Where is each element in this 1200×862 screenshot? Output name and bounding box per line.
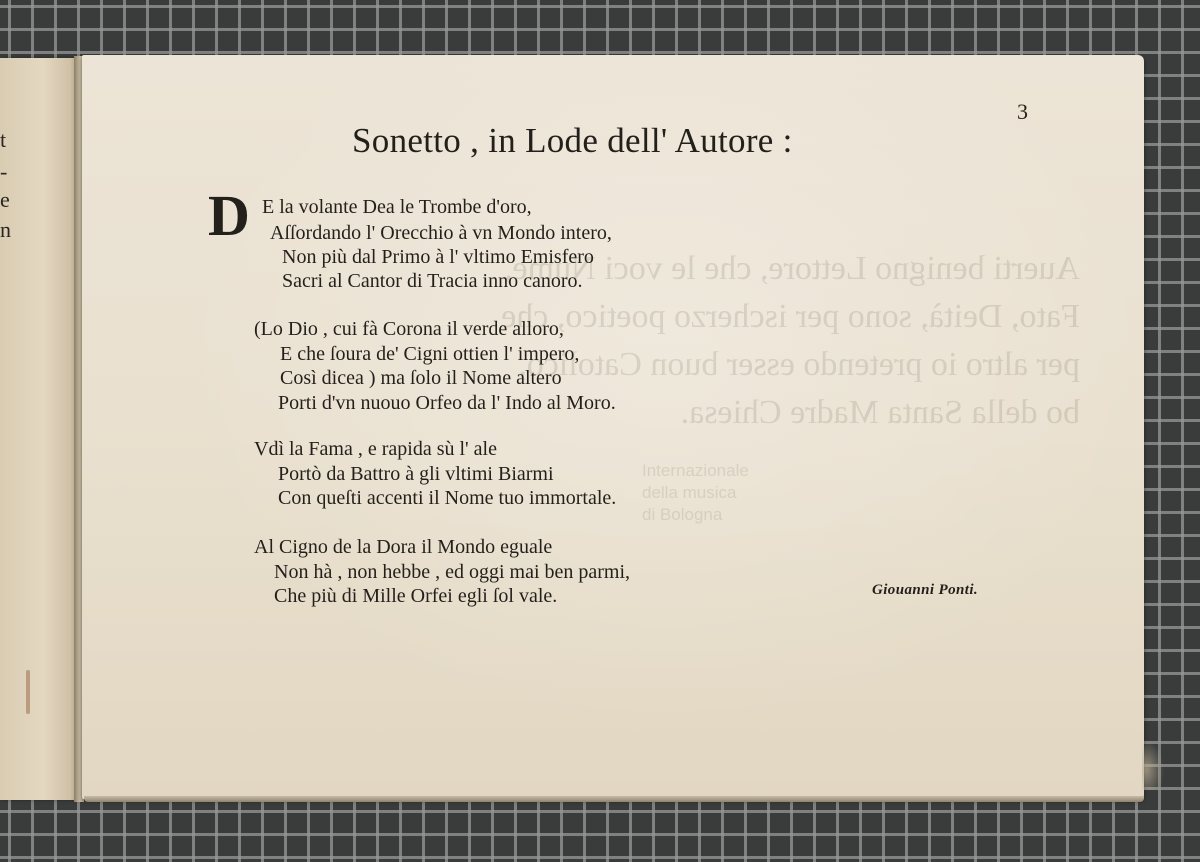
verse-line: Aſſordando l' Orecchio à vn Mondo intero, [270, 222, 612, 244]
page-number: 3 [1017, 99, 1028, 124]
bleed-through-text: Auerti benigno Lettore, che le voci Nume, Fato, Deità, sono per ischerzo poetico, che per altro io pretendo esser buon Catolico, bo della Santa Madre Chiesa. [501, 250, 1080, 431]
book-page [82, 55, 1144, 799]
sonnet-title: Sonetto , in Lode dell' Autore : [352, 121, 793, 160]
verse-line: Vdì la Fama , e rapida sù l' ale [254, 438, 497, 460]
verse-line: Con queſti accenti il Nome tuo immortale. [278, 487, 617, 509]
page-bottom-edge [84, 796, 1144, 802]
verse-line: (Lo Dio , cui fà Corona il verde alloro, [254, 318, 564, 340]
verse-line: E che ſoura de' Cigni ottien l' impero, [280, 343, 580, 365]
previous-page-text-fragment: e [0, 187, 10, 212]
verse-line: Non hà , non hebbe , ed oggi mai ben parmi, [274, 561, 631, 583]
previous-page-edge [0, 58, 78, 800]
verse-line: Non più dal Primo à l' vltimo Emisfero [282, 246, 594, 268]
page-frayed-corner [1142, 740, 1164, 790]
ink-stain [26, 670, 30, 714]
author-signature: Giouanni Ponti. [872, 582, 979, 598]
previous-page-text-fragment: n [0, 217, 11, 242]
verse-line: E la volante Dea le Trombe d'oro, [262, 196, 532, 218]
previous-page-text-fragment: - [0, 159, 8, 184]
verse-line: Porti d'vn nuouo Orfeo da l' Indo al Moro. [278, 392, 616, 414]
verse-line: Sacri al Cantor di Tracia inno canoro. [282, 270, 583, 292]
verse-line: Che più di Mille Orfei egli ſol vale. [274, 585, 558, 607]
verse-line: Così dicea ) ma ſolo il Nome altero [280, 367, 562, 389]
library-stamp: Internazionale della musica di Bologna [642, 461, 749, 524]
verse-line: Portò da Battro à gli vltimi Biarmi [278, 463, 554, 485]
drop-cap-initial: D [208, 183, 250, 248]
previous-page-text-fragment: t [0, 127, 7, 152]
verse-line: Al Cigno de la Dora il Mondo eguale [254, 536, 553, 558]
